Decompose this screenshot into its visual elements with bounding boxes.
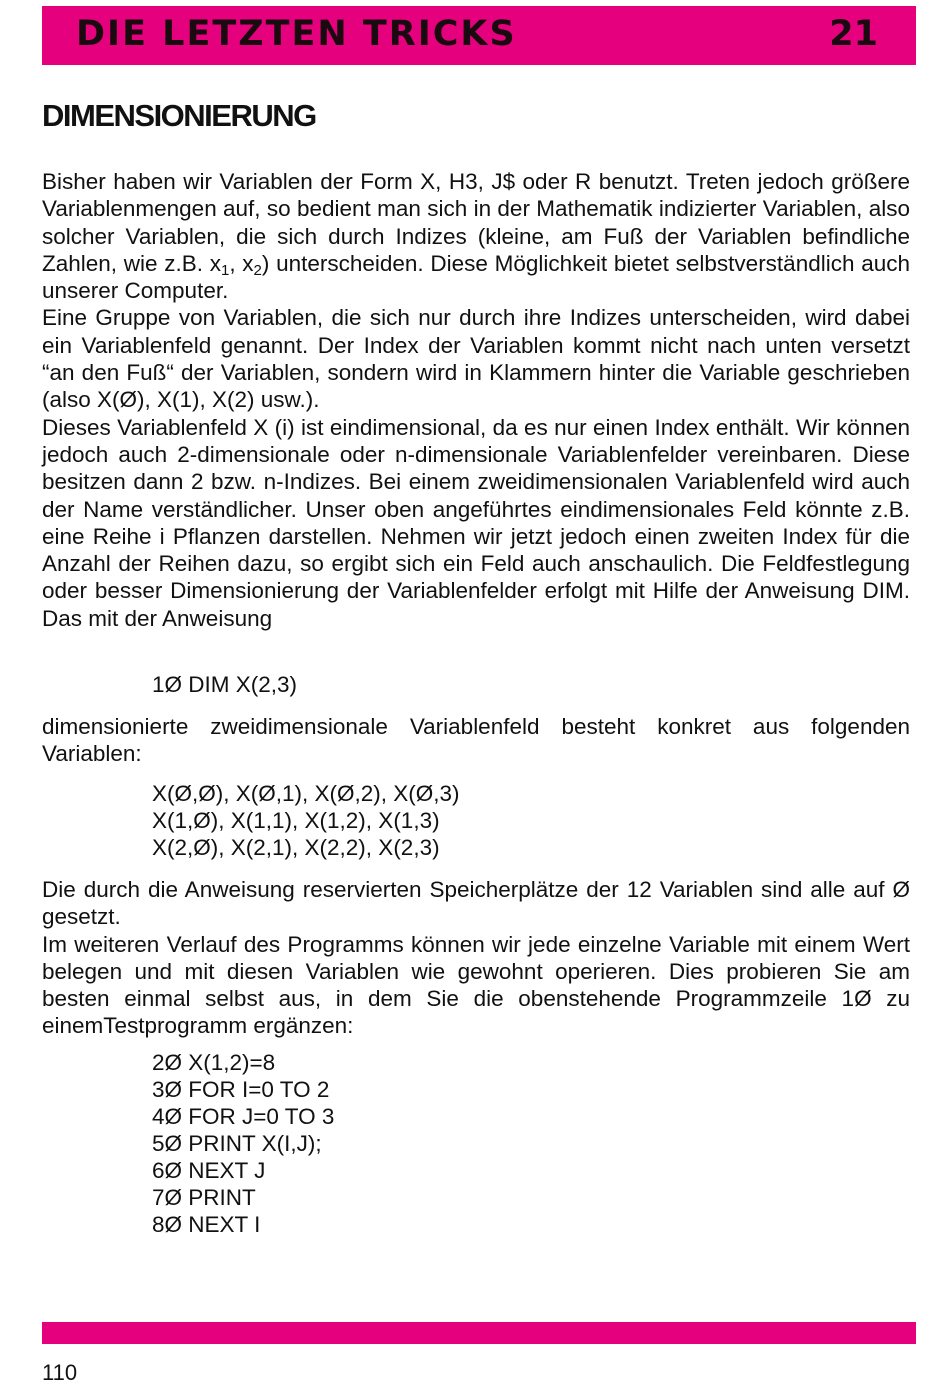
paragraph-variables-intro: dimensionierte zweidimensionale Variablenfeld besteht konkret aus folgenden Variablen:	[42, 714, 910, 767]
program-line: 6Ø NEXT J	[152, 1158, 266, 1183]
variable-row: X(Ø,Ø), X(Ø,1), X(Ø,2), X(Ø,3)	[152, 781, 460, 806]
paragraph-indexed-variables: Bisher haben wir Variablen der Form X, H3, J$ oder R benutzt. Treten jedoch größere Variablenmengen auf, so bedient man sich in der Mathematik indizierter Variablen, also solcher Variablen, die sich durch Indizes (kleine, am Fuß der Variablen befindliche Zahlen, wie z.B. $x_1$, $x_2$) unterscheiden. Diese Möglichkeit bietet selbstverständlich auch unserer Computer.	[42, 169, 910, 304]
program-line: 2Ø X(1,2)=8	[152, 1050, 276, 1075]
section-title: DIMENSIONIERUNG	[42, 98, 316, 133]
header-band	[42, 6, 916, 65]
variable-row: X(1,Ø), X(1,1), X(1,2), X(1,3)	[152, 808, 440, 833]
program-listing	[152, 1049, 334, 1238]
code-dim-statement	[152, 671, 297, 698]
program-line: 7Ø PRINT	[152, 1185, 256, 1210]
program-line: 3Ø FOR I=0 TO 2	[152, 1077, 330, 1102]
chapter-number: 21	[829, 14, 878, 54]
paragraph-test-program: Im weiteren Verlauf des Programms können wir jede einzelne Variable mit einem Wert belegen und mit diesen Variablen wie gewohnt operieren. Dies probieren Sie am besten einmal selbst aus, in dem Sie die obenstehende Programmzeile 1Ø zu einemTestprogramm ergänzen:	[42, 931, 910, 1039]
paragraph-dimensions: Dieses Variablenfeld X (i) ist eindimensional, da es nur einen Index enthält. Wir können jedoch auch 2-dimensionale oder n-dimensionale Variablenfelder vereinbaren. Diese besitzen dann 2 bzw. n-Indizes. Bei einem zweidimensionalen Variablenfeld wird auch der Name verständlicher. Unser oben angeführtes eindimensionales Feld könnte z.B. eine Reihe i Pflanzen darstellen. Nehmen wir jetzt jedoch einen zweiten Index für die Anzahl der Reihen dazu, so ergibt sich ein Feld auch anschaulich. Die Feldfestlegung oder besser Dimensionierung der Variablenfelder erfolgt mit Hilfe der Anweisung DIM. Das mit der Anweisung	[42, 414, 910, 631]
dimension-text	[42, 713, 910, 768]
code-line: 1Ø DIM X(2,3)	[152, 672, 298, 697]
program-line: 8Ø NEXT I	[152, 1212, 261, 1237]
program-line: 4Ø FOR J=0 TO 3	[152, 1104, 335, 1129]
paragraph-variable-field: Eine Gruppe von Variablen, die sich nur durch ihre Indizes unterscheiden, wird dabei ein Variablenfeld genannt. Der Index der Variablen kommt nicht nach unten versetzt “an den Fuß“ der Variablen, sondern wird in Klammern hinter die Variable geschrieben (also X(Ø), X(1), X(2) usw.).	[42, 305, 910, 413]
footer-band	[42, 1322, 916, 1344]
page-number: 110	[42, 1360, 78, 1385]
variable-row: X(2,Ø), X(2,1), X(2,2), X(2,3)	[152, 835, 440, 860]
program-intro-text	[42, 876, 910, 1040]
intro-text	[42, 168, 910, 632]
paragraph-reserved: Die durch die Anweisung reservierten Speicherplätze der 12 Variablen sind alle auf Ø gesetzt.	[42, 877, 910, 930]
variable-list	[152, 780, 460, 861]
program-line: 5Ø PRINT X(I,J);	[152, 1131, 322, 1156]
chapter-title: DIE LETZTEN TRICKS	[76, 14, 517, 54]
